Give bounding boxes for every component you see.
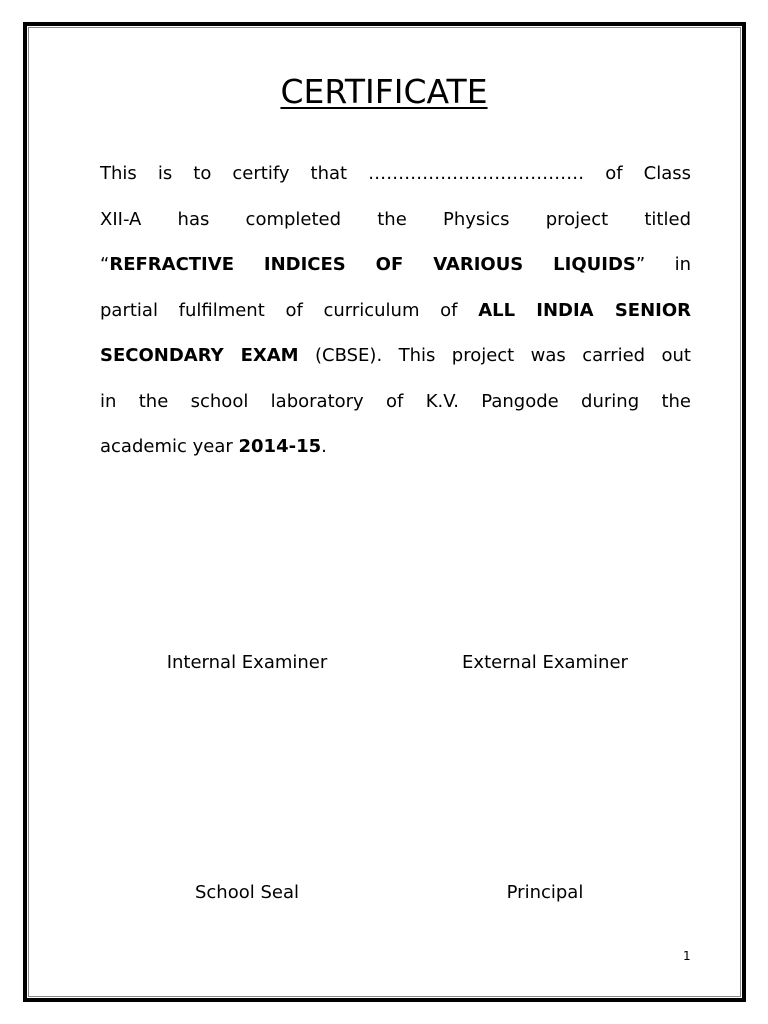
body-line bbox=[100, 433, 691, 479]
body-text: . bbox=[321, 436, 327, 457]
bold-text: 2014-15 bbox=[238, 436, 322, 457]
body-line bbox=[100, 251, 691, 297]
body-text: ” in bbox=[635, 254, 691, 275]
certificate-body bbox=[100, 160, 691, 479]
body-line bbox=[100, 297, 691, 343]
body-text: academic year bbox=[100, 436, 239, 457]
body-line bbox=[100, 342, 691, 388]
body-text: (CBSE). This project was carried out bbox=[298, 345, 691, 366]
body-text: This is to certify that ……………………………… of Class bbox=[100, 163, 691, 184]
body-text: in the school laboratory of K.V. Pangode during the bbox=[100, 390, 691, 412]
bold-text: ALL INDIA SENIOR bbox=[478, 299, 691, 321]
certificate-title: CERTIFICATE bbox=[280, 72, 488, 111]
body-text: partial fulfilment of curriculum of bbox=[100, 299, 479, 321]
bold-text: REFRACTIVE INDICES OF VARIOUS LIQUIDS bbox=[109, 254, 636, 275]
body-text: XII-A has completed the Physics project titled bbox=[100, 208, 691, 230]
page-number: 1 bbox=[683, 949, 691, 963]
principal-label: Principal bbox=[506, 882, 584, 903]
body-text: “ bbox=[100, 254, 110, 275]
school-seal-label: School Seal bbox=[194, 882, 299, 903]
external-examiner-label: External Examiner bbox=[462, 652, 628, 673]
internal-examiner-label: Internal Examiner bbox=[166, 652, 328, 673]
bold-text: SECONDARY EXAM bbox=[100, 345, 299, 366]
body-line bbox=[100, 388, 691, 434]
body-line bbox=[100, 160, 691, 206]
body-line bbox=[100, 206, 691, 252]
